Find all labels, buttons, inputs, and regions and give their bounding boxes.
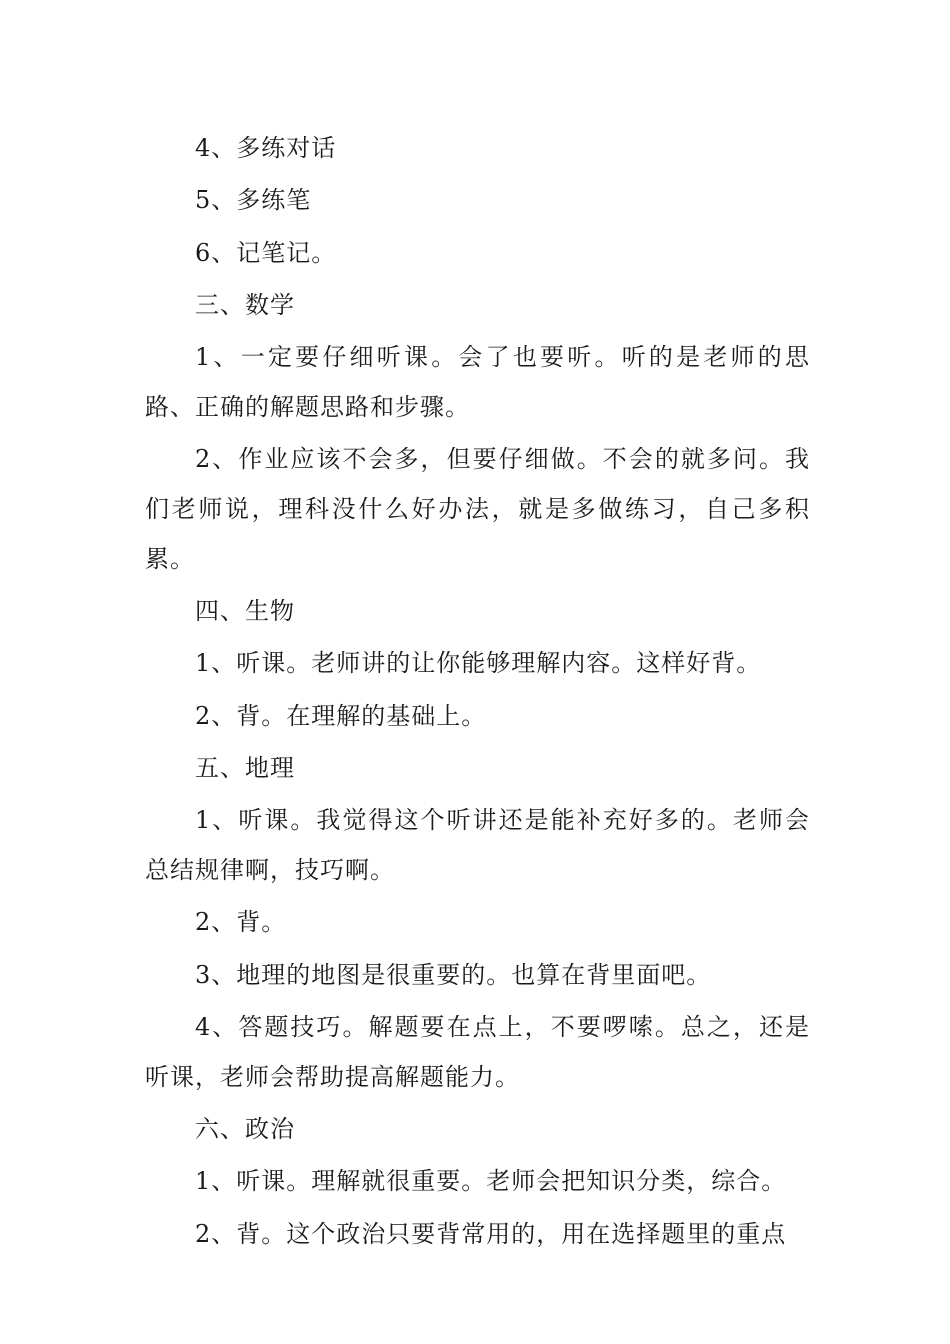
section-heading: 六、政治 — [195, 1115, 295, 1144]
paragraph: 6、记笔记。 — [195, 238, 337, 267]
section-heading: 四、生物 — [195, 597, 295, 626]
document-body — [145, 124, 810, 1262]
paragraph: 2、背。在理解的基础上。 — [195, 701, 487, 730]
paragraph: 1、听课。我觉得这个听讲还是能补充好多的。老师会总结规律啊，技巧啊。 — [145, 806, 810, 885]
section-heading: 三、数学 — [195, 290, 295, 319]
paragraph: 2、背。这个政治只要背常用的，用在选择题里的重点 — [195, 1219, 787, 1248]
paragraph: 3、地理的地图是很重要的。也算在背里面吧。 — [195, 960, 712, 989]
paragraph: 4、答题技巧。解题要在点上，不要啰嗦。总之，还是听课，老师会帮助提高解题能力。 — [145, 1013, 810, 1091]
paragraph: 2、作业应该不会多，但要仔细做。不会的就多问。我们老师说，理科没什么好办法，就是多做练习，自己多积累。 — [145, 445, 810, 573]
paragraph: 2、背。 — [195, 908, 287, 937]
paragraph: 1、听课。理解就很重要。老师会把知识分类，综合。 — [195, 1167, 787, 1196]
paragraph: 1、一定要仔细听课。会了也要听。听的是老师的思路、正确的解题思路和步骤。 — [145, 343, 810, 421]
paragraph: 4、多练对话 — [195, 134, 337, 162]
paragraph: 5、多练笔 — [195, 186, 312, 215]
section-heading: 五、地理 — [195, 754, 295, 783]
paragraph: 1、听课。老师讲的让你能够理解内容。这样好背。 — [195, 649, 762, 678]
